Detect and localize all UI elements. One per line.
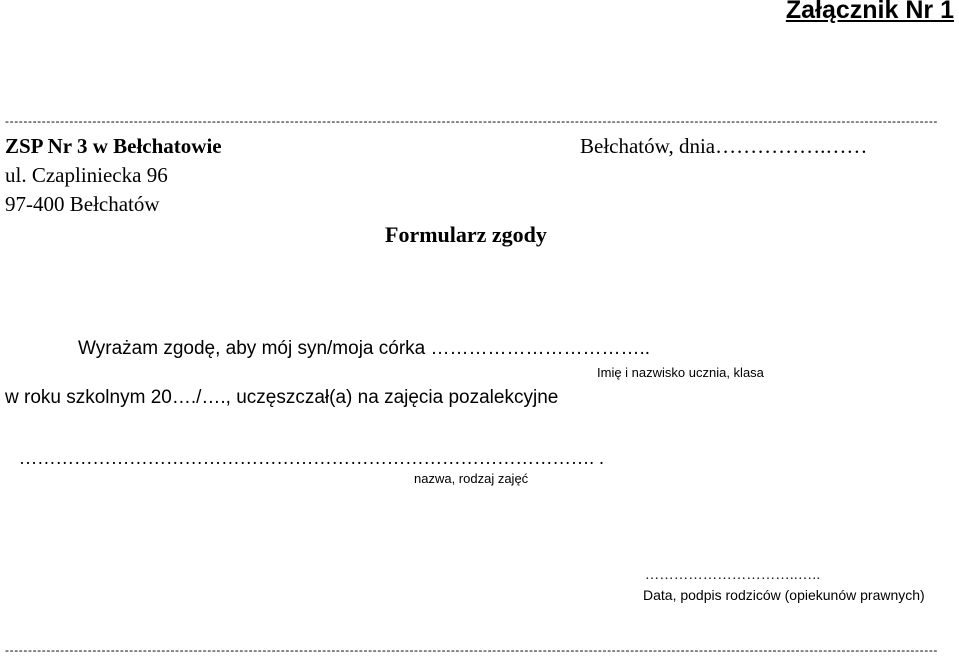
activity-fill-line: …………………………………………………………………………………. . <box>19 448 605 468</box>
student-name-caption: Imię i nazwisko ucznia, klasa <box>597 365 764 380</box>
signature-fill-line: …………………………..….. <box>645 568 821 583</box>
top-separator: ----------------------------------------------------------------------------------------------------------------------------------------------------------------------------------------------------------- <box>5 114 939 128</box>
signature-caption: Data, podpis rodziców (opiekunów prawnych) <box>643 587 925 603</box>
school-street: ul. Czapliniecka 96 <box>5 163 168 187</box>
school-year-statement: w roku szkolnym 20…./…., uczęszczał(a) na zajęcia pozalekcyjne <box>5 387 559 408</box>
annex-title: Załącznik Nr 1 <box>785 0 954 24</box>
place-date-field: Bełchatów, dnia…………….…… <box>580 134 868 158</box>
bottom-separator: ----------------------------------------------------------------------------------------------------------------------------------------------------------------------------------------------------------- <box>5 643 939 657</box>
consent-statement: Wyrażam zgodę, aby mój syn/moja córka …………………………….. <box>78 338 651 359</box>
activity-caption: nazwa, rodzaj zajęć <box>414 471 529 486</box>
school-city: 97-400 Bełchatów <box>5 192 160 216</box>
form-title: Formularz zgody <box>385 222 547 247</box>
school-name: ZSP Nr 3 w Bełchatowie <box>5 134 222 158</box>
